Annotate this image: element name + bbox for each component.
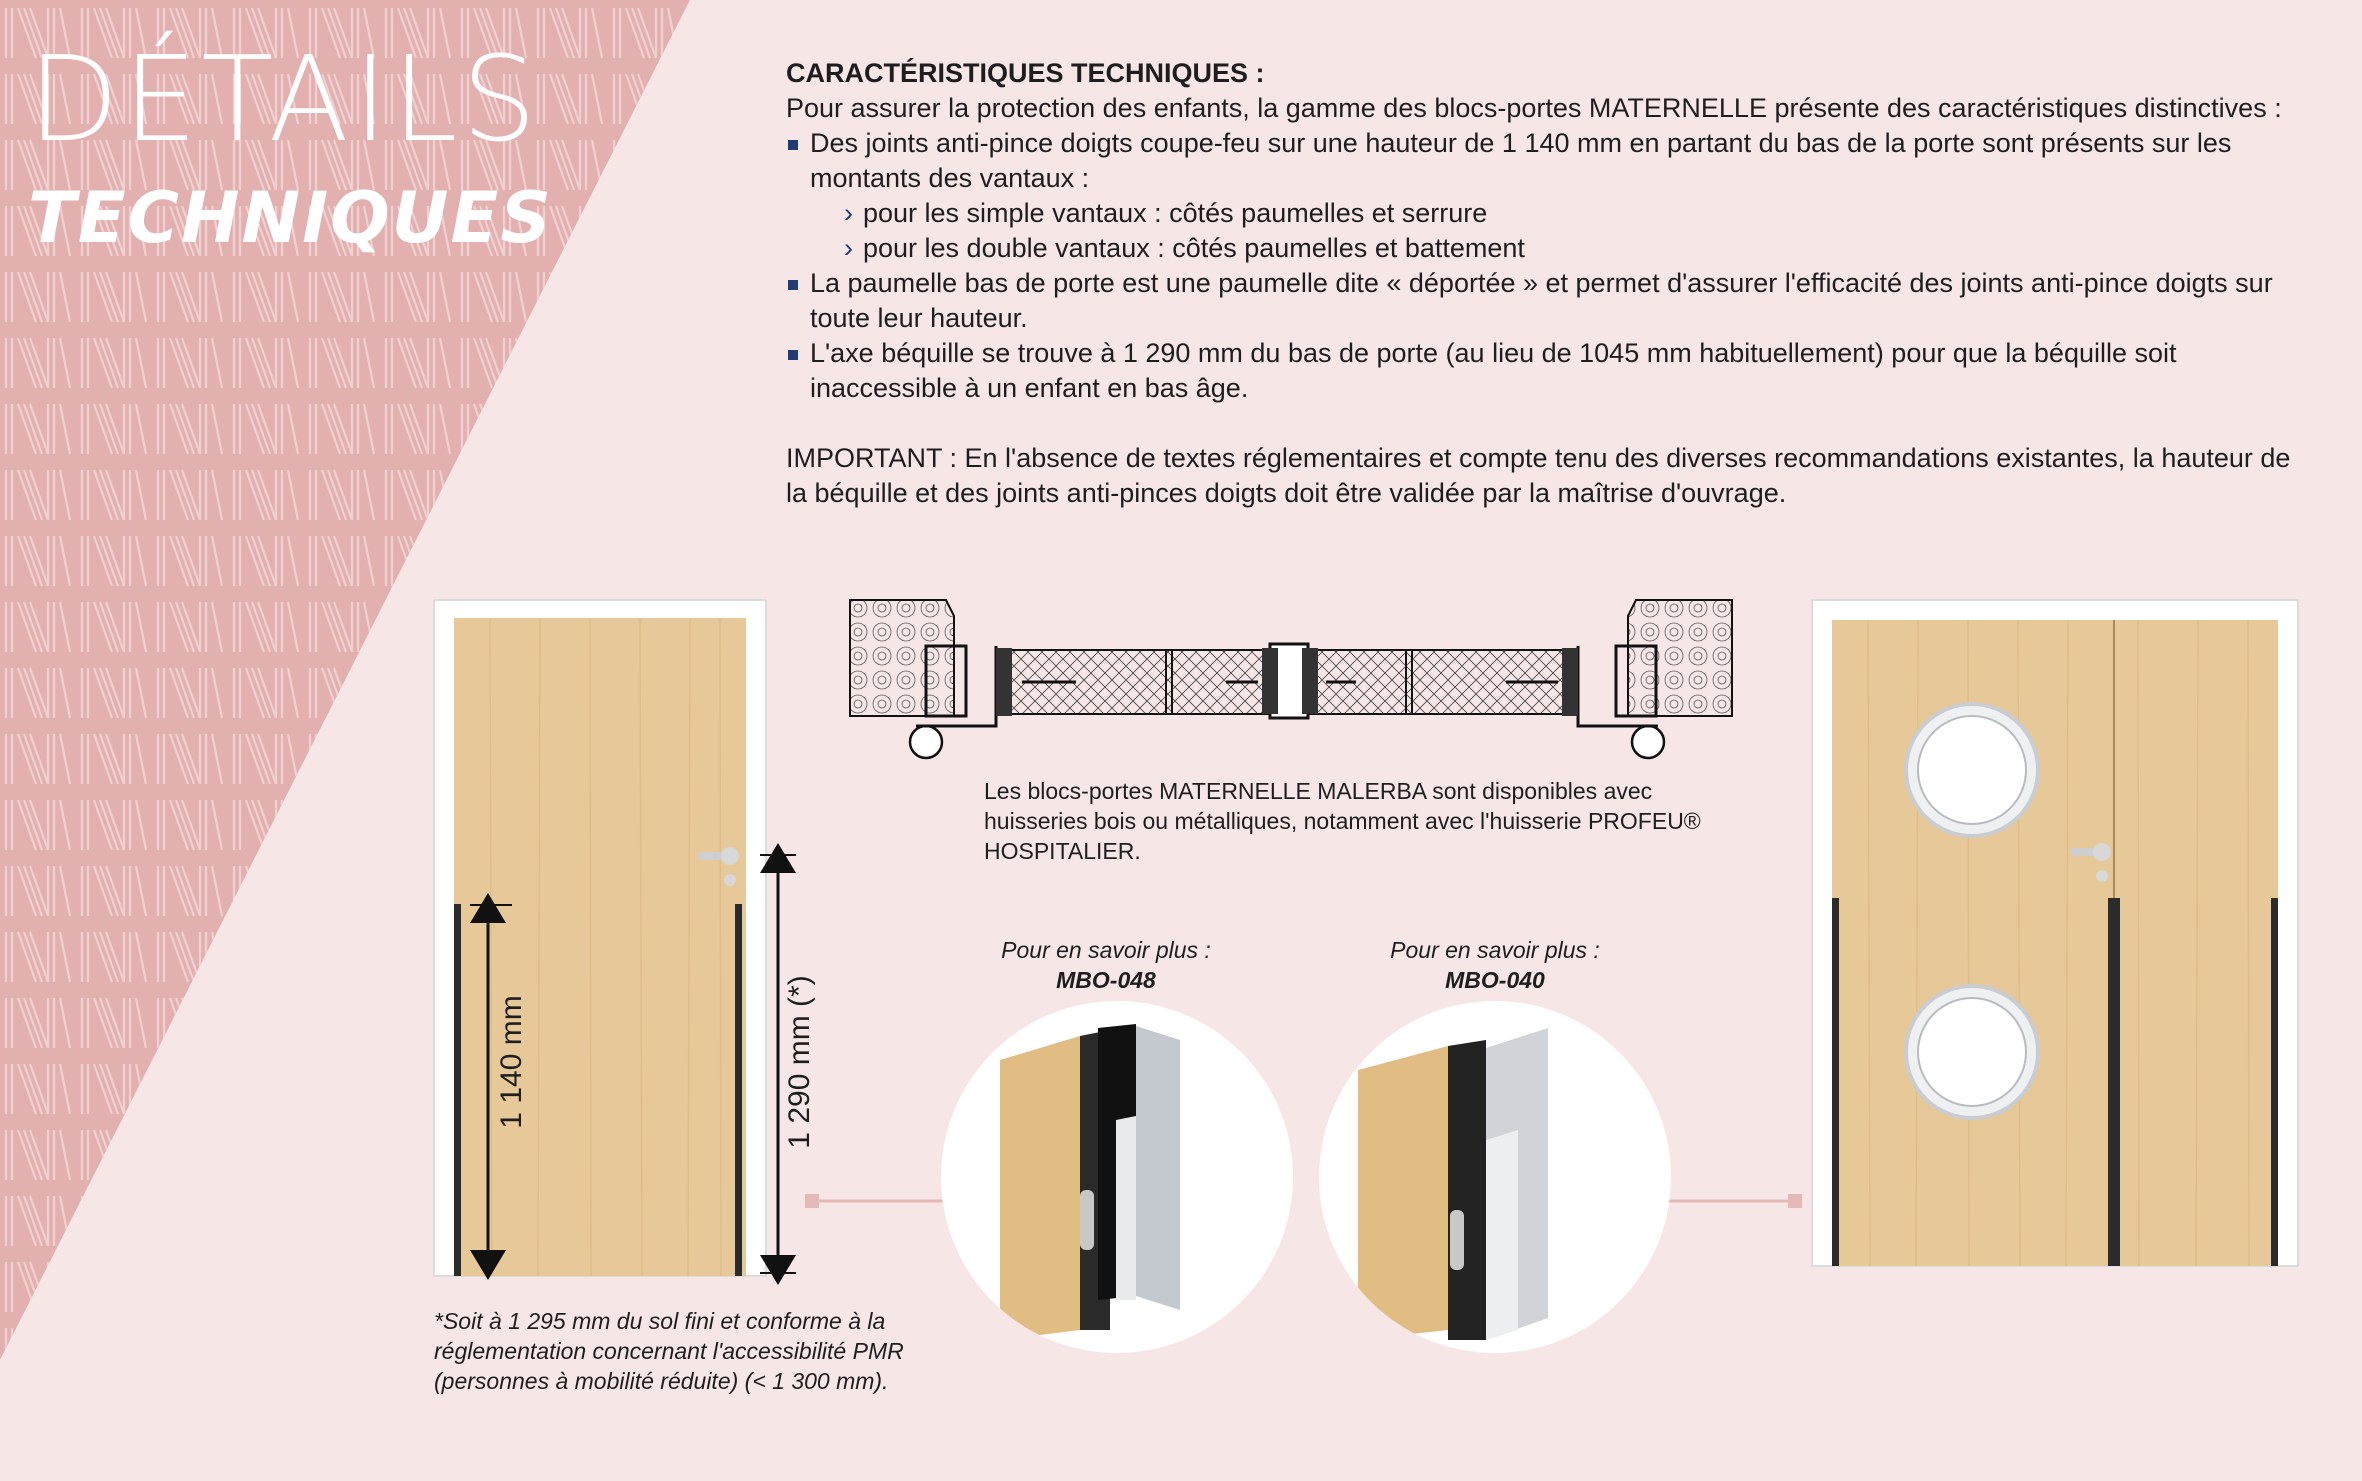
spec-bullet-hinge xyxy=(786,266,2306,336)
technical-specs xyxy=(786,56,2306,511)
important-note: IMPORTANT : En l'absence de textes réglementaires et compte tenu des diverses recommandations existantes, la hauteur de la béquille et des joints anti-pinces doigts doit être validée par la maîtrise d'ouvrage. xyxy=(786,443,2291,508)
spec-bullet-handle-text: L'axe béquille se trouve à 1 290 mm du bas de porte (au lieu de 1045 mm habituellement) pour que la béquille soit inaccessible à un enfant en bas âge. xyxy=(810,338,2177,403)
link-mbo-040[interactable] xyxy=(1345,935,1645,995)
frame-left xyxy=(850,600,996,758)
seal-hinge-side-right xyxy=(2271,898,2278,1266)
specs-list xyxy=(786,126,2306,406)
spec-sub-double-leaf xyxy=(786,231,2306,266)
chevron-right-icon: › xyxy=(844,233,853,263)
detail-circle-mbo-040 xyxy=(1318,1000,1672,1354)
meeting-stile-joint xyxy=(1262,644,1318,718)
frames-caption: Les blocs-portes MATERNELLE MALERBA sont disponibles avec huisseries bois ou métalliques, notamment avec l'huisserie PROFEU® HOSPITALIER. xyxy=(984,778,1701,864)
page-title-line1: DÉTAILS xyxy=(28,30,541,168)
link-prefix: Pour en savoir plus : xyxy=(1390,937,1600,963)
seal-meeting-stile xyxy=(2108,898,2120,1266)
hinge-icon xyxy=(1080,1190,1094,1250)
link-ref: MBO-048 xyxy=(1056,967,1156,993)
specs-heading: CARACTÉRISTIQUES TECHNIQUES : xyxy=(786,58,1265,88)
cross-section-diagram xyxy=(846,596,1736,766)
spec-bullet-hinge-text: La paumelle bas de porte est une paumelle dite « déportée » et permet d'assurer l'efficacité des joints anti-pince doigts sur toute leur hauteur. xyxy=(810,268,2273,333)
frame-right xyxy=(1578,600,1732,758)
link-mbo-048[interactable] xyxy=(956,935,1256,995)
page-title-line2: TECHNIQUES xyxy=(28,177,553,259)
metal-frame-profile xyxy=(1136,1026,1180,1310)
wood-leaf-section xyxy=(1358,1046,1448,1340)
link-ref: MBO-040 xyxy=(1445,967,1545,993)
specs-intro: Pour assurer la protection des enfants, la gamme des blocs-portes MATERNELLE présente des caractéristiques distinctives : xyxy=(786,93,2282,123)
spec-sub-single-leaf xyxy=(786,196,2306,231)
link-prefix: Pour en savoir plus : xyxy=(1001,937,1211,963)
spec-sub-double-leaf-text: pour les double vantaux : côtés paumelles et battement xyxy=(863,233,1525,263)
detail-circle-mbo-048 xyxy=(940,1000,1294,1354)
double-leaf-door-illustration xyxy=(1808,596,2302,1268)
spec-bullet-joints xyxy=(786,126,2306,196)
dimension-label-1140: 1 140 mm xyxy=(495,995,528,1129)
porthole-window-bottom xyxy=(1906,986,2038,1118)
door-leaves xyxy=(1832,620,2278,1266)
footnote: *Soit à 1 295 mm du sol fini et conforme à la réglementation concernant l'accessibilité PMR (personnes à mobilité réduite) (< 1 300 mm). xyxy=(434,1308,904,1394)
hinge-icon xyxy=(1450,1210,1464,1270)
porthole-window-top xyxy=(1906,704,2038,836)
spec-bullet-handle xyxy=(786,336,2306,406)
spec-sub-single-leaf-text: pour les simple vantaux : côtés paumelles et serrure xyxy=(863,198,1488,228)
seal-hinge-side-left xyxy=(1832,898,1839,1266)
seal-profile xyxy=(1448,1040,1486,1340)
chevron-right-icon: › xyxy=(844,198,853,228)
dimension-label-1290: 1 290 mm (*) xyxy=(783,975,816,1149)
spec-bullet-joints-text: Des joints anti-pince doigts coupe-feu sur une hauteur de 1 140 mm en partant du bas de la porte sont présents sur les montants des vantaux : xyxy=(810,128,2232,193)
wood-leaf-section xyxy=(1000,1036,1080,1340)
